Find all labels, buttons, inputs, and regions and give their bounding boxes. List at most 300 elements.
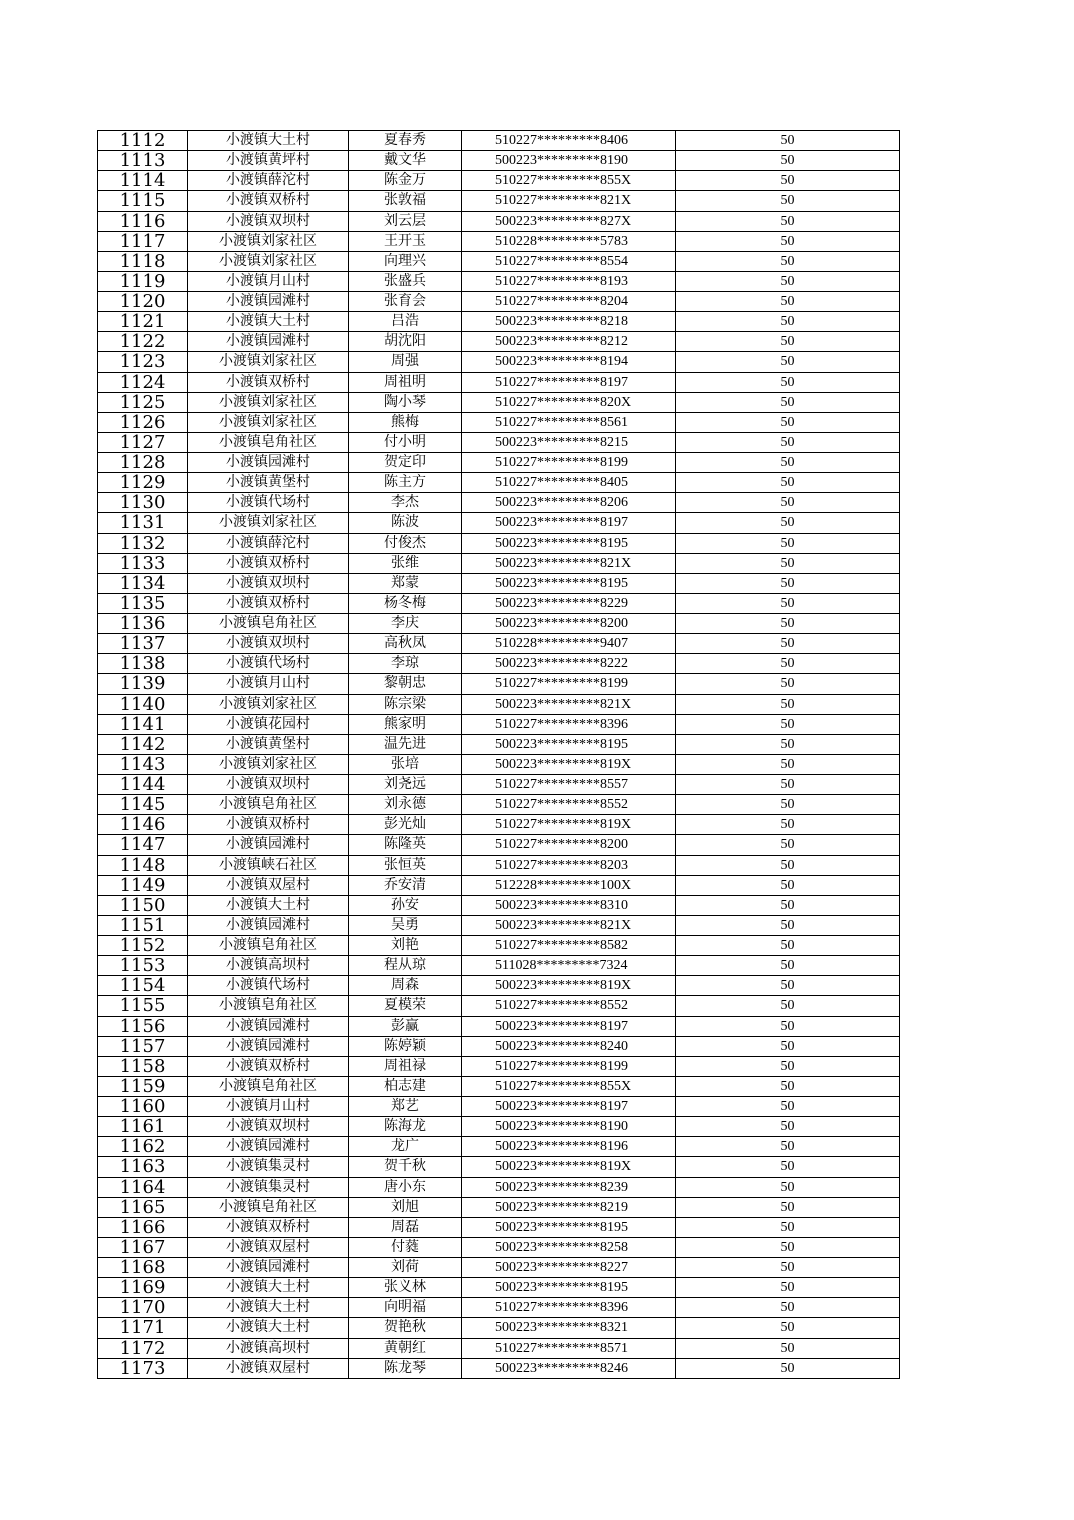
amount-cell: 50 <box>676 513 900 533</box>
row-number-cell: 1126 <box>98 412 188 432</box>
amount-cell: 50 <box>676 573 900 593</box>
village-cell: 小渡镇刘家社区 <box>188 251 349 271</box>
name-cell: 郑蒙 <box>349 573 462 593</box>
row-number-cell: 1165 <box>98 1197 188 1217</box>
table-row <box>98 211 900 231</box>
amount-cell: 50 <box>676 714 900 734</box>
name-cell: 付俊杰 <box>349 533 462 553</box>
village-cell: 小渡镇皂角社区 <box>188 1076 349 1096</box>
village-cell: 小渡镇大土村 <box>188 312 349 332</box>
amount-cell: 50 <box>676 372 900 392</box>
row-number-cell: 1140 <box>98 694 188 714</box>
name-cell: 刘永德 <box>349 795 462 815</box>
id-number-cell: 500223*********8195 <box>462 734 676 754</box>
village-cell: 小渡镇高坝村 <box>188 1338 349 1358</box>
id-number-cell: 510227*********8199 <box>462 1056 676 1076</box>
amount-cell: 50 <box>676 1056 900 1076</box>
data-table <box>97 130 900 1379</box>
name-cell: 陈海龙 <box>349 1117 462 1137</box>
village-cell: 小渡镇月山村 <box>188 1097 349 1117</box>
amount-cell: 50 <box>676 392 900 412</box>
name-cell: 张培 <box>349 754 462 774</box>
village-cell: 小渡镇皂角社区 <box>188 1197 349 1217</box>
row-number-cell: 1115 <box>98 191 188 211</box>
table-row <box>98 312 900 332</box>
row-number-cell: 1167 <box>98 1237 188 1257</box>
row-number-cell: 1113 <box>98 151 188 171</box>
name-cell: 陈龙琴 <box>349 1358 462 1378</box>
name-cell: 唐小东 <box>349 1177 462 1197</box>
name-cell: 陈婷颖 <box>349 1036 462 1056</box>
name-cell: 付蕤 <box>349 1237 462 1257</box>
village-cell: 小渡镇双坝村 <box>188 211 349 231</box>
amount-cell: 50 <box>676 1338 900 1358</box>
id-number-cell: 500223*********819X <box>462 1157 676 1177</box>
amount-cell: 50 <box>676 815 900 835</box>
row-number-cell: 1146 <box>98 815 188 835</box>
row-number-cell: 1127 <box>98 432 188 452</box>
village-cell: 小渡镇园滩村 <box>188 1016 349 1036</box>
id-number-cell: 500223*********8194 <box>462 352 676 372</box>
name-cell: 陈主方 <box>349 473 462 493</box>
table-row <box>98 533 900 553</box>
table-row <box>98 191 900 211</box>
village-cell: 小渡镇园滩村 <box>188 1137 349 1157</box>
village-cell: 小渡镇皂角社区 <box>188 795 349 815</box>
name-cell: 李琼 <box>349 654 462 674</box>
row-number-cell: 1163 <box>98 1157 188 1177</box>
id-number-cell: 500223*********827X <box>462 211 676 231</box>
id-number-cell: 510228*********9407 <box>462 634 676 654</box>
id-number-cell: 510227*********855X <box>462 171 676 191</box>
village-cell: 小渡镇代场村 <box>188 493 349 513</box>
name-cell: 向理兴 <box>349 251 462 271</box>
table-row <box>98 1097 900 1117</box>
village-cell: 小渡镇园滩村 <box>188 915 349 935</box>
amount-cell: 50 <box>676 151 900 171</box>
village-cell: 小渡镇刘家社区 <box>188 392 349 412</box>
village-cell: 小渡镇刘家社区 <box>188 694 349 714</box>
village-cell: 小渡镇双坝村 <box>188 1117 349 1137</box>
id-number-cell: 500223*********8246 <box>462 1358 676 1378</box>
id-number-cell: 511028*********7324 <box>462 956 676 976</box>
village-cell: 小渡镇月山村 <box>188 271 349 291</box>
village-cell: 小渡镇双桥村 <box>188 553 349 573</box>
amount-cell: 50 <box>676 835 900 855</box>
name-cell: 夏春秀 <box>349 131 462 151</box>
village-cell: 小渡镇双坝村 <box>188 573 349 593</box>
id-number-cell: 510227*********8396 <box>462 714 676 734</box>
village-cell: 小渡镇双桥村 <box>188 372 349 392</box>
table-row <box>98 473 900 493</box>
id-number-cell: 512228*********100X <box>462 875 676 895</box>
village-cell: 小渡镇大土村 <box>188 1298 349 1318</box>
amount-cell: 50 <box>676 855 900 875</box>
table-row <box>98 1237 900 1257</box>
id-number-cell: 500223*********8190 <box>462 1117 676 1137</box>
table-row <box>98 352 900 372</box>
amount-cell: 50 <box>676 674 900 694</box>
row-number-cell: 1148 <box>98 855 188 875</box>
amount-cell: 50 <box>676 211 900 231</box>
name-cell: 周祖明 <box>349 372 462 392</box>
id-number-cell: 500223*********8197 <box>462 1097 676 1117</box>
table-row <box>98 171 900 191</box>
row-number-cell: 1158 <box>98 1056 188 1076</box>
village-cell: 小渡镇薛沱村 <box>188 171 349 191</box>
name-cell: 王开玉 <box>349 231 462 251</box>
row-number-cell: 1151 <box>98 915 188 935</box>
amount-cell: 50 <box>676 453 900 473</box>
amount-cell: 50 <box>676 996 900 1016</box>
amount-cell: 50 <box>676 895 900 915</box>
village-cell: 小渡镇园滩村 <box>188 835 349 855</box>
table-row <box>98 392 900 412</box>
name-cell: 张义林 <box>349 1278 462 1298</box>
table-row <box>98 292 900 312</box>
amount-cell: 50 <box>676 1177 900 1197</box>
row-number-cell: 1125 <box>98 392 188 412</box>
row-number-cell: 1123 <box>98 352 188 372</box>
village-cell: 小渡镇园滩村 <box>188 332 349 352</box>
table-row <box>98 614 900 634</box>
amount-cell: 50 <box>676 1097 900 1117</box>
row-number-cell: 1144 <box>98 775 188 795</box>
row-number-cell: 1129 <box>98 473 188 493</box>
table-row <box>98 714 900 734</box>
name-cell: 夏模荣 <box>349 996 462 1016</box>
name-cell: 陈隆英 <box>349 835 462 855</box>
row-number-cell: 1139 <box>98 674 188 694</box>
table-row <box>98 453 900 473</box>
amount-cell: 50 <box>676 171 900 191</box>
row-number-cell: 1143 <box>98 754 188 774</box>
table-row <box>98 1278 900 1298</box>
village-cell: 小渡镇花园村 <box>188 714 349 734</box>
name-cell: 付小明 <box>349 432 462 452</box>
row-number-cell: 1142 <box>98 734 188 754</box>
village-cell: 小渡镇刘家社区 <box>188 231 349 251</box>
row-number-cell: 1134 <box>98 573 188 593</box>
village-cell: 小渡镇园滩村 <box>188 1036 349 1056</box>
row-number-cell: 1136 <box>98 614 188 634</box>
table-row <box>98 634 900 654</box>
amount-cell: 50 <box>676 1217 900 1237</box>
id-number-cell: 500223*********8200 <box>462 614 676 634</box>
row-number-cell: 1161 <box>98 1117 188 1137</box>
row-number-cell: 1114 <box>98 171 188 191</box>
id-number-cell: 510227*********8405 <box>462 473 676 493</box>
id-number-cell: 500223*********819X <box>462 754 676 774</box>
table-row <box>98 754 900 774</box>
village-cell: 小渡镇月山村 <box>188 674 349 694</box>
amount-cell: 50 <box>676 976 900 996</box>
village-cell: 小渡镇大土村 <box>188 1318 349 1338</box>
name-cell: 吴勇 <box>349 915 462 935</box>
name-cell: 刘艳 <box>349 936 462 956</box>
amount-cell: 50 <box>676 1358 900 1378</box>
village-cell: 小渡镇代场村 <box>188 976 349 996</box>
name-cell: 彭赢 <box>349 1016 462 1036</box>
table-row <box>98 1036 900 1056</box>
table-row <box>98 956 900 976</box>
village-cell: 小渡镇园滩村 <box>188 1258 349 1278</box>
village-cell: 小渡镇大土村 <box>188 1278 349 1298</box>
id-number-cell: 510227*********8396 <box>462 1298 676 1318</box>
row-number-cell: 1112 <box>98 131 188 151</box>
village-cell: 小渡镇园滩村 <box>188 292 349 312</box>
village-cell: 小渡镇峡石社区 <box>188 855 349 875</box>
village-cell: 小渡镇皂角社区 <box>188 614 349 634</box>
id-number-cell: 510227*********8552 <box>462 996 676 1016</box>
row-number-cell: 1121 <box>98 312 188 332</box>
table-row <box>98 775 900 795</box>
name-cell: 孙安 <box>349 895 462 915</box>
amount-cell: 50 <box>676 936 900 956</box>
village-cell: 小渡镇皂角社区 <box>188 936 349 956</box>
village-cell: 小渡镇薛沱村 <box>188 533 349 553</box>
amount-cell: 50 <box>676 1278 900 1298</box>
table-row <box>98 936 900 956</box>
id-number-cell: 500223*********8195 <box>462 1278 676 1298</box>
amount-cell: 50 <box>676 412 900 432</box>
id-number-cell: 510227*********8554 <box>462 251 676 271</box>
amount-cell: 50 <box>676 1016 900 1036</box>
row-number-cell: 1130 <box>98 493 188 513</box>
table-row <box>98 1157 900 1177</box>
amount-cell: 50 <box>676 553 900 573</box>
id-number-cell: 500223*********819X <box>462 976 676 996</box>
village-cell: 小渡镇黄堡村 <box>188 473 349 493</box>
amount-cell: 50 <box>676 432 900 452</box>
village-cell: 小渡镇黄坪村 <box>188 151 349 171</box>
id-number-cell: 500223*********8215 <box>462 432 676 452</box>
id-number-cell: 500223*********8219 <box>462 1197 676 1217</box>
id-number-cell: 500223*********8197 <box>462 1016 676 1036</box>
name-cell: 周强 <box>349 352 462 372</box>
row-number-cell: 1119 <box>98 271 188 291</box>
row-number-cell: 1156 <box>98 1016 188 1036</box>
table-row <box>98 151 900 171</box>
id-number-cell: 500223*********8196 <box>462 1137 676 1157</box>
village-cell: 小渡镇双桥村 <box>188 1056 349 1076</box>
table-row <box>98 1117 900 1137</box>
name-cell: 周森 <box>349 976 462 996</box>
id-number-cell: 500223*********8258 <box>462 1237 676 1257</box>
amount-cell: 50 <box>676 875 900 895</box>
table-row <box>98 553 900 573</box>
name-cell: 向明福 <box>349 1298 462 1318</box>
row-number-cell: 1138 <box>98 654 188 674</box>
table-row <box>98 593 900 613</box>
amount-cell: 50 <box>676 493 900 513</box>
amount-cell: 50 <box>676 131 900 151</box>
name-cell: 陈宗梁 <box>349 694 462 714</box>
amount-cell: 50 <box>676 634 900 654</box>
row-number-cell: 1170 <box>98 1298 188 1318</box>
name-cell: 黎朝忠 <box>349 674 462 694</box>
row-number-cell: 1164 <box>98 1177 188 1197</box>
name-cell: 张敦福 <box>349 191 462 211</box>
amount-cell: 50 <box>676 191 900 211</box>
row-number-cell: 1168 <box>98 1258 188 1278</box>
row-number-cell: 1157 <box>98 1036 188 1056</box>
table-row <box>98 1016 900 1036</box>
table-row <box>98 855 900 875</box>
id-number-cell: 510227*********8552 <box>462 795 676 815</box>
row-number-cell: 1172 <box>98 1338 188 1358</box>
id-number-cell: 500223*********821X <box>462 694 676 714</box>
table-row <box>98 493 900 513</box>
amount-cell: 50 <box>676 292 900 312</box>
table-row <box>98 815 900 835</box>
id-number-cell: 500223*********8227 <box>462 1258 676 1278</box>
id-number-cell: 510227*********8204 <box>462 292 676 312</box>
row-number-cell: 1122 <box>98 332 188 352</box>
amount-cell: 50 <box>676 1036 900 1056</box>
id-number-cell: 510227*********8199 <box>462 453 676 473</box>
row-number-cell: 1120 <box>98 292 188 312</box>
table-row <box>98 996 900 1016</box>
village-cell: 小渡镇皂角社区 <box>188 996 349 1016</box>
row-number-cell: 1171 <box>98 1318 188 1338</box>
table-row <box>98 332 900 352</box>
amount-cell: 50 <box>676 1237 900 1257</box>
name-cell: 李庆 <box>349 614 462 634</box>
amount-cell: 50 <box>676 533 900 553</box>
table-row <box>98 372 900 392</box>
village-cell: 小渡镇双桥村 <box>188 191 349 211</box>
amount-cell: 50 <box>676 694 900 714</box>
name-cell: 温先进 <box>349 734 462 754</box>
row-number-cell: 1137 <box>98 634 188 654</box>
table-row <box>98 875 900 895</box>
name-cell: 彭光灿 <box>349 815 462 835</box>
name-cell: 郑艺 <box>349 1097 462 1117</box>
name-cell: 黄朝红 <box>349 1338 462 1358</box>
name-cell: 熊家明 <box>349 714 462 734</box>
id-number-cell: 510227*********820X <box>462 392 676 412</box>
id-number-cell: 510227*********855X <box>462 1076 676 1096</box>
village-cell: 小渡镇双屋村 <box>188 1237 349 1257</box>
table-row <box>98 231 900 251</box>
table-row <box>98 1258 900 1278</box>
id-number-cell: 500223*********8206 <box>462 493 676 513</box>
name-cell: 张维 <box>349 553 462 573</box>
village-cell: 小渡镇集灵村 <box>188 1157 349 1177</box>
row-number-cell: 1147 <box>98 835 188 855</box>
amount-cell: 50 <box>676 654 900 674</box>
name-cell: 陈金万 <box>349 171 462 191</box>
row-number-cell: 1124 <box>98 372 188 392</box>
name-cell: 周磊 <box>349 1217 462 1237</box>
table-row <box>98 1217 900 1237</box>
amount-cell: 50 <box>676 1298 900 1318</box>
id-number-cell: 510227*********8561 <box>462 412 676 432</box>
table-row <box>98 795 900 815</box>
row-number-cell: 1162 <box>98 1137 188 1157</box>
name-cell: 刘云层 <box>349 211 462 231</box>
amount-cell: 50 <box>676 1137 900 1157</box>
amount-cell: 50 <box>676 593 900 613</box>
table-row <box>98 1056 900 1076</box>
village-cell: 小渡镇皂角社区 <box>188 432 349 452</box>
village-cell: 小渡镇园滩村 <box>188 453 349 473</box>
table-row <box>98 915 900 935</box>
row-number-cell: 1132 <box>98 533 188 553</box>
table-row <box>98 1358 900 1378</box>
id-number-cell: 500223*********8321 <box>462 1318 676 1338</box>
village-cell: 小渡镇刘家社区 <box>188 754 349 774</box>
table-row <box>98 251 900 271</box>
table-row <box>98 432 900 452</box>
row-number-cell: 1155 <box>98 996 188 1016</box>
village-cell: 小渡镇双坝村 <box>188 775 349 795</box>
amount-cell: 50 <box>676 312 900 332</box>
row-number-cell: 1149 <box>98 875 188 895</box>
name-cell: 陶小琴 <box>349 392 462 412</box>
id-number-cell: 500223*********8218 <box>462 312 676 332</box>
table-row <box>98 412 900 432</box>
table-row <box>98 1076 900 1096</box>
row-number-cell: 1166 <box>98 1217 188 1237</box>
village-cell: 小渡镇双桥村 <box>188 1217 349 1237</box>
table-row <box>98 513 900 533</box>
id-number-cell: 500223*********8229 <box>462 593 676 613</box>
name-cell: 张育会 <box>349 292 462 312</box>
name-cell: 柏志建 <box>349 1076 462 1096</box>
amount-cell: 50 <box>676 1258 900 1278</box>
name-cell: 杨冬梅 <box>349 593 462 613</box>
village-cell: 小渡镇高坝村 <box>188 956 349 976</box>
amount-cell: 50 <box>676 473 900 493</box>
amount-cell: 50 <box>676 1318 900 1338</box>
name-cell: 李杰 <box>349 493 462 513</box>
table-row <box>98 835 900 855</box>
name-cell: 程从琼 <box>349 956 462 976</box>
name-cell: 吕浩 <box>349 312 462 332</box>
amount-cell: 50 <box>676 754 900 774</box>
village-cell: 小渡镇双屋村 <box>188 875 349 895</box>
row-number-cell: 1145 <box>98 795 188 815</box>
id-number-cell: 510227*********8200 <box>462 835 676 855</box>
id-number-cell: 510227*********8582 <box>462 936 676 956</box>
id-number-cell: 500223*********8197 <box>462 513 676 533</box>
table-row <box>98 1137 900 1157</box>
village-cell: 小渡镇刘家社区 <box>188 352 349 372</box>
id-number-cell: 500223*********8190 <box>462 151 676 171</box>
village-cell: 小渡镇刘家社区 <box>188 412 349 432</box>
row-number-cell: 1153 <box>98 956 188 976</box>
id-number-cell: 510227*********8197 <box>462 372 676 392</box>
id-number-cell: 500223*********8240 <box>462 1036 676 1056</box>
table-row <box>98 1197 900 1217</box>
table-row <box>98 976 900 996</box>
amount-cell: 50 <box>676 271 900 291</box>
id-number-cell: 510227*********8193 <box>462 271 676 291</box>
name-cell: 龙广 <box>349 1137 462 1157</box>
name-cell: 刘荷 <box>349 1258 462 1278</box>
amount-cell: 50 <box>676 775 900 795</box>
id-number-cell: 510227*********8203 <box>462 855 676 875</box>
id-number-cell: 500223*********8310 <box>462 895 676 915</box>
table-row <box>98 694 900 714</box>
name-cell: 胡沈阳 <box>349 332 462 352</box>
row-number-cell: 1135 <box>98 593 188 613</box>
row-number-cell: 1160 <box>98 1097 188 1117</box>
name-cell: 张恒英 <box>349 855 462 875</box>
table-row <box>98 1338 900 1358</box>
